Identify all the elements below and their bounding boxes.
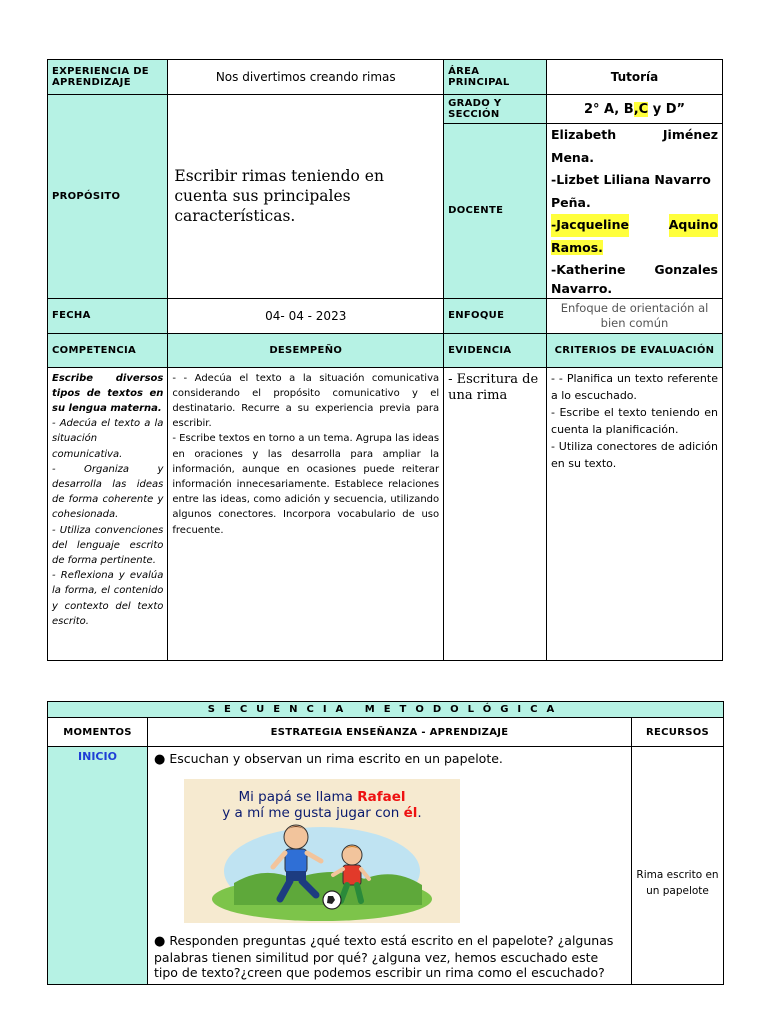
estrategia-header: ESTRATEGIA ENSEÑANZA - APRENDIZAJE — [148, 718, 632, 747]
area-value: Tutoría — [547, 60, 723, 95]
grado-c: C — [638, 101, 649, 117]
docente-4-end: Navarro. — [551, 280, 613, 296]
momentos-header: MOMENTOS — [48, 718, 148, 747]
proposito-value: Escribir rimas teniendo en cuenta sus principales características. — [168, 95, 444, 299]
enfoque-value: Enfoque de orientación al bien común — [547, 298, 723, 333]
estrategia-content — [148, 747, 632, 985]
docente-1-first: Elizabeth — [551, 127, 617, 142]
enfoque-label: ENFOQUE — [444, 298, 547, 333]
recursos-content: Rima escrito en un papelote — [632, 747, 724, 985]
docente-2-first: -Lizbet Liliana Navarro — [551, 172, 711, 187]
bullet-2-text: Responden preguntas ¿qué texto está escrito en el papelote? ¿algunas palabras tienen similitud por qué? ¿alguna vez, hemos escuchado este tipo de texto?¿creen que podemos escribir un rima como el escuchado? — [154, 933, 614, 980]
secuencia-title: SECUENCIA METODOLÓGICA — [48, 702, 724, 718]
docente-1-end: Mena. — [551, 149, 595, 165]
competencia-item: - Utiliza convenciones del lenguaje escrito de forma pertinente. — [52, 524, 164, 566]
caption-line-1: Mi papá se llama — [238, 789, 358, 805]
momento-inicio: INICIO — [48, 747, 148, 985]
bullet-icon: ● — [154, 752, 166, 767]
criterios-header: CRITERIOS DE EVALUACIÓN — [547, 333, 723, 367]
rima-picture — [184, 779, 460, 923]
experiencia-value: Nos divertimos creando rimas — [168, 60, 444, 95]
desempeno-paragraph-1: - - Adecúa el texto a la situación comunicativa considerando el propósito comunicativo y el destinatario. Recurre a su experiencia previa para escribir. — [172, 372, 440, 430]
caption-word-el: él — [403, 805, 418, 821]
desempeno-content — [168, 367, 444, 660]
docente-4-last: Gonzales — [654, 262, 718, 277]
competencia-title: Escribe diversos tipos de textos en su lengua materna. — [52, 372, 164, 414]
bullet-1-text: Escuchan y observan un rima escrito en un papelote. — [169, 751, 503, 766]
desempeno-header: DESEMPEÑO — [168, 333, 444, 367]
docente-label: DOCENTE — [444, 124, 547, 299]
area-label: ÁREA PRINCIPAL — [444, 60, 547, 95]
grado-separator: , — [633, 101, 639, 117]
evidencia-content: - Escritura de una rima — [444, 367, 547, 660]
grado-value — [547, 95, 723, 124]
competencia-item: - Organiza y desarrolla las ideas de forma coherente y cohesionada. — [52, 463, 164, 521]
experiencia-label: EXPERIENCIA DE APRENDIZAJE — [48, 60, 168, 95]
grado-suffix: y D” — [648, 101, 686, 117]
docente-3-last: Aquino — [669, 214, 718, 237]
criterio-1: - - Planifica un texto referente a lo escuchado. — [551, 371, 718, 402]
fecha-label: FECHA — [48, 298, 168, 333]
docente-4-first: -Katherine — [551, 262, 626, 277]
fecha-value: 04- 04 - 2023 — [168, 298, 444, 333]
info-table — [47, 59, 723, 661]
estrategia-bullet-1 — [154, 751, 625, 767]
criterios-content — [547, 367, 723, 660]
caption-period: . — [417, 805, 422, 821]
criterio-3: - Utiliza conectores de adición en su texto. — [551, 439, 718, 470]
docente-list — [547, 124, 723, 299]
docente-2-end: Peña. — [551, 194, 591, 210]
criterio-2: - Escribe el texto teniendo en cuenta la planificación. — [551, 405, 718, 436]
desempeno-paragraph-2: - Escribe textos en torno a un tema. Agrupa las ideas en oraciones y las desarrolla para ampliar la información, aunque en ocasiones puede reiterar información innecesariamente. Establece relaciones entre las ideas, como adición y secuencia, utilizando algunos conectores. Incorpora vocabulario de uso frecuente. — [172, 433, 440, 536]
caption-line-2: y a mí me gusta jugar con — [222, 805, 404, 821]
picture-caption — [184, 789, 460, 821]
estrategia-bullet-2 — [154, 933, 625, 981]
grado-prefix: 2° A, B — [583, 101, 634, 117]
evidencia-header: EVIDENCIA — [444, 333, 547, 367]
grado-label: GRADO Y SECCIÓN — [444, 95, 547, 124]
proposito-label: PROPÓSITO — [48, 95, 168, 299]
competencia-header: COMPETENCIA — [48, 333, 168, 367]
competencia-item: - Adecúa el texto a la situación comunicativa. — [52, 418, 164, 460]
secuencia-table — [47, 701, 724, 985]
docente-1-last: Jiménez — [662, 127, 718, 142]
docente-3-end: Ramos. — [551, 239, 603, 255]
caption-name-rafael: Rafael — [357, 789, 406, 805]
competencia-item: - Reflexiona y evalúa la forma, el contenido y contexto del texto escrito. — [52, 570, 164, 627]
docente-3-first: -Jacqueline — [551, 214, 629, 237]
bullet-icon: ● — [154, 934, 166, 949]
competencia-content — [48, 367, 168, 660]
recursos-header: RECURSOS — [632, 718, 724, 747]
